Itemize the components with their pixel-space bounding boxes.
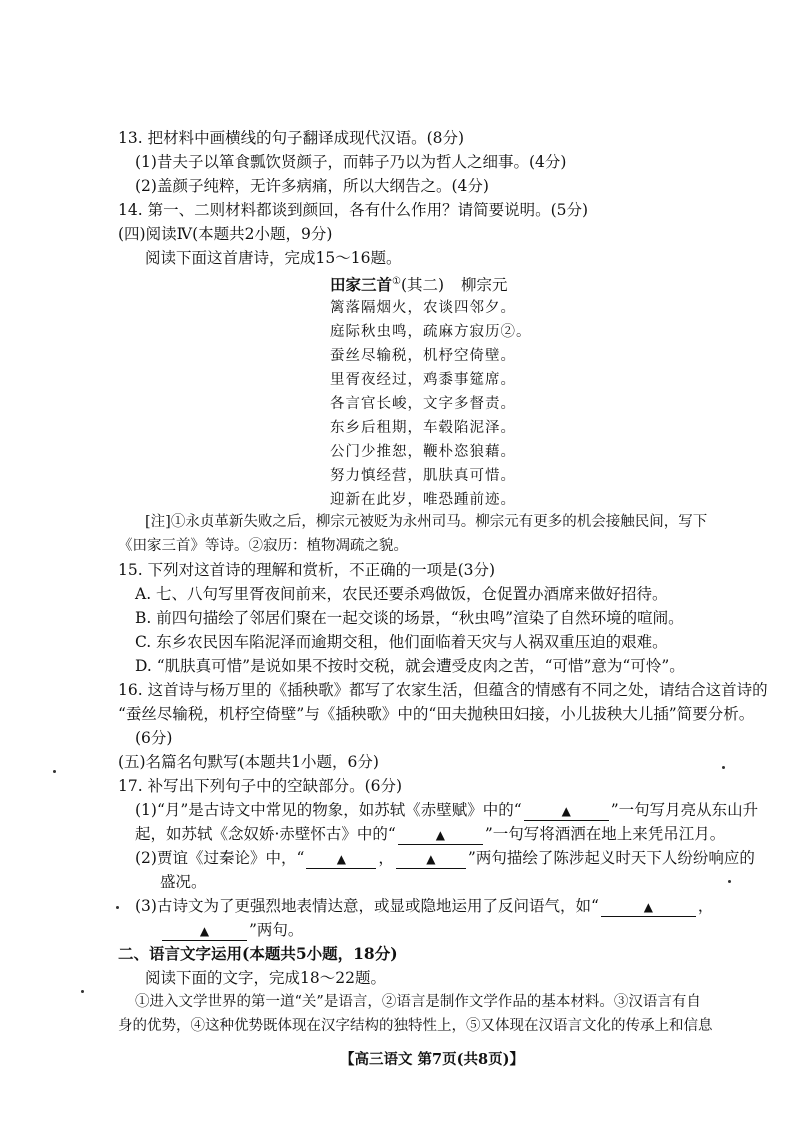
section4-intro: 阅读下面这首唐诗，完成15～16题。 — [145, 249, 402, 267]
poem-line: 公门少推恕，鞭朴恣狼藉。 — [330, 444, 516, 460]
poem-line: 篱落隔烟火，农谈四邻夕。 — [330, 300, 516, 316]
q17-item-3-line-1 — [135, 896, 713, 917]
q15-option-a: A. 七、八句写里胥夜间前来，农民还要杀鸡做饭，仓促置办酒席来做好招待。 — [135, 585, 668, 603]
q16-line-2: “蚕丝尽输税，机杼空倚壁”与《插秧歌》中的“田夫抛秧田妇接，小儿拔秧大儿插”简要分析。 — [118, 705, 755, 723]
poem-title: 田家三首 — [330, 275, 393, 295]
q17-text: ”两句描绘了陈涉起义时天下人纷纷响应的 — [467, 849, 755, 867]
poem-subtitle: (其二) — [400, 276, 445, 295]
scan-speck — [722, 766, 725, 769]
poem-author: 柳宗元 — [461, 276, 508, 295]
blank-triangle-icon: ▲ — [336, 852, 346, 866]
page-footer: 【高三语文 第7页(共8页)】 — [340, 1051, 524, 1068]
q17-title: 17. 补写出下列句子中的空缺部分。(6分) — [118, 777, 403, 795]
answer-blank[interactable] — [162, 921, 247, 941]
section4-title: (四)阅读Ⅳ(本题共2小题，9分) — [118, 225, 333, 243]
blank-triangle-icon: ▲ — [643, 900, 653, 914]
q17-text: (2)贾谊《过秦论》中，“ — [135, 849, 305, 867]
blank-triangle-icon: ▲ — [435, 828, 445, 842]
q15-option-b: B. 前四句描绘了邻居们聚在一起交谈的场景，“秋虫鸣”渲染了自然环境的喧闹。 — [135, 609, 684, 627]
scan-speck — [116, 906, 119, 909]
q15-option-d: D. “肌肤真可惜”是说如果不按时交税，就会遭受皮肉之苦，“可惜”意为“可怜”。 — [135, 657, 685, 675]
q17-text: ， — [378, 849, 394, 867]
poem-note-mark: ① — [392, 276, 401, 287]
q16-line-3: (6分) — [135, 729, 173, 747]
answer-blank[interactable] — [601, 897, 696, 917]
poem-line: 里胥夜经过，鸡黍事筵席。 — [330, 372, 516, 388]
q17-text: ”一句写月亮从东山升 — [610, 801, 759, 819]
answer-blank[interactable] — [398, 825, 483, 845]
q17-item-1-line-2 — [135, 824, 725, 845]
q17-item-2-line-2: 盛况。 — [160, 873, 207, 891]
poem-line: 迎新在此岁，唯恐踵前迹。 — [330, 492, 516, 508]
scan-speck — [728, 880, 731, 883]
q16-line-1: 16. 这首诗与杨万里的《插秧歌》都写了农家生活，但蕴含的情感有不同之处，请结合这首诗的 — [118, 681, 768, 699]
poem-line: 努力慎经营，肌肤真可惜。 — [330, 468, 516, 484]
part2-paragraph-line-1: ①进入文学世界的第一道“关”是语言，②语言是制作文学作品的基本材料。③汉语言有自 — [135, 994, 701, 1010]
q15-title: 15. 下列对这首诗的理解和赏析，不正确的一项是(3分) — [118, 561, 496, 579]
q17-text: ”一句写将酒洒在地上来凭吊江月。 — [484, 825, 726, 843]
q17-text: ， — [697, 897, 714, 915]
q13-title: 13. 把材料中画横线的句子翻译成现代汉语。(8分) — [118, 129, 465, 147]
q14-title: 14. 第一、二则材料都谈到颜回，各有什么作用？请简要说明。(5分) — [118, 201, 589, 219]
answer-blank[interactable] — [306, 849, 376, 869]
part2-title: 二、语言文字运用(本题共5小题，18分) — [118, 944, 398, 963]
blank-triangle-icon: ▲ — [561, 804, 571, 818]
q17-text: 起，如苏轼《念奴娇·赤壁怀古》中的“ — [135, 825, 396, 843]
q17-text: (3)古诗文为了更强烈地表情达意，或显或隐地运用了反问语气，如“ — [135, 897, 599, 915]
answer-blank[interactable] — [396, 849, 466, 869]
poem-note-line-1: [注]①永贞革新失败之后，柳宗元被贬为永州司马。柳宗元有更多的机会接触民间，写下 — [145, 514, 708, 530]
q17-text: (1)“月”是古诗文中常见的物象，如苏轼《赤壁赋》中的“ — [135, 801, 522, 819]
q17-item-2-line-1 — [135, 848, 755, 869]
poem-line: 蚕丝尽输税，机杼空倚壁。 — [330, 348, 516, 364]
poem-line: 各言官长峻，文字多督责。 — [330, 396, 516, 412]
q13-sentence-2: (2)盖颜子纯粹，无许多病痛，所以大纲告之。(4分) — [135, 177, 489, 195]
poem-note-line-2: 《田家三首》等诗。②寂历：植物凋疏之貌。 — [118, 538, 408, 554]
part2-paragraph-line-2: 身的优势，④这种优势既体现在汉字结构的独特性上，⑤又体现在汉语言文化的传承上和信息 — [118, 1018, 713, 1034]
q17-text: ”两句。 — [249, 921, 304, 939]
scan-speck — [53, 770, 56, 773]
part2-intro: 阅读下面的文字，完成18～22题。 — [145, 969, 386, 987]
poem-heading — [330, 272, 508, 295]
answer-blank[interactable] — [524, 801, 609, 821]
blank-triangle-icon: ▲ — [199, 924, 210, 938]
q17-item-1-line-1 — [135, 800, 758, 821]
section5-title: (五)名篇名句默写(本题共1小题，6分) — [118, 753, 379, 771]
q13-sentence-1: (1)昔夫子以箪食瓢饮贤颜子，而韩子乃以为哲人之细事。(4分) — [135, 153, 567, 171]
poem-line: 庭际秋虫鸣，疏麻方寂历②。 — [330, 324, 532, 340]
scan-speck — [81, 990, 84, 993]
blank-triangle-icon: ▲ — [426, 852, 436, 866]
q17-item-3-line-2 — [160, 920, 303, 941]
q15-option-c: C. 东乡农民因车陷泥泽而逾期交租，他们面临着天灾与人祸双重压迫的艰难。 — [135, 633, 668, 651]
poem-line: 东乡后租期，车毂陷泥泽。 — [330, 420, 516, 436]
